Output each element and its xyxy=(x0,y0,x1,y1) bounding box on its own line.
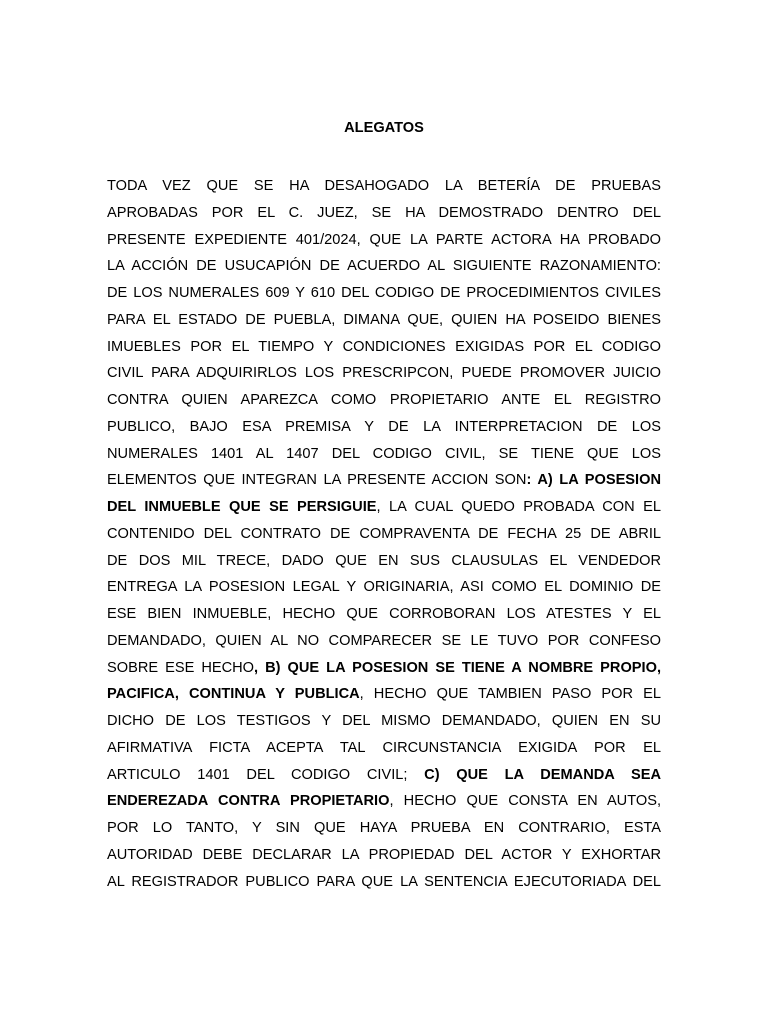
paragraph-line xyxy=(107,869,661,896)
text-segment: DE DOS MIL TRECE, DADO QUE EN SUS CLAUSULAS EL VENDEDOR xyxy=(107,552,661,569)
text-segment: DICHO DE LOS TESTIGOS Y DEL MISMO DEMANDADO, QUIEN EN SU xyxy=(107,713,661,729)
paragraph-line xyxy=(107,307,661,334)
paragraph-line xyxy=(107,628,661,655)
bold-text-segment: , B) QUE LA POSESION SE TIENE A NOMBRE PROPIO, xyxy=(254,659,662,676)
text-segment: DEMANDADO, QUIEN AL NO COMPARECER SE LE TUVO POR CONFESO xyxy=(107,632,661,649)
text-segment: ESE BIEN INMUEBLE, HECHO QUE CORROBORAN LOS ATESTES Y EL xyxy=(107,606,661,622)
text-segment: CONTRA QUIEN APAREZCA COMO PROPIETARIO ANTE EL REGISTRO xyxy=(107,392,661,408)
paragraph-line xyxy=(107,227,661,254)
text-segment: ENTREGA LA POSESION LEGAL Y ORIGINARIA, ASI COMO EL DOMINIO DE xyxy=(107,579,661,596)
paragraph-line xyxy=(107,762,661,789)
text-segment: CIVIL PARA ADQUIRIRLOS LOS PRESCRIPCON, PUEDE PROMOVER JUICIO xyxy=(107,365,661,382)
text-segment: AUTORIDAD DEBE DECLARAR LA PROPIEDAD DEL ACTOR Y EXHORTAR xyxy=(107,846,661,863)
text-segment: , HECHO QUE TAMBIEN PASO POR EL xyxy=(359,686,661,703)
text-segment: LA ACCIÓN DE USUCAPIÓN DE ACUERDO AL SIGUIENTE RAZONAMIENTO: xyxy=(107,258,661,275)
text-segment: ELEMENTOS QUE INTEGRAN LA PRESENTE ACCION SON xyxy=(107,472,527,489)
text-segment: DE LOS NUMERALES 609 Y 610 DEL CODIGO DE PROCEDIMIENTOS CIVILES xyxy=(107,285,661,301)
paragraph-line xyxy=(107,815,661,842)
bold-text-segment: DEL INMUEBLE QUE SE PERSIGUIE xyxy=(107,499,377,515)
text-segment: AFIRMATIVA FICTA ACEPTA TAL CIRCUNSTANCIA EXIGIDA POR EL xyxy=(107,739,661,756)
paragraph-line xyxy=(107,360,661,387)
paragraph-line xyxy=(107,708,661,735)
document-title: ALEGATOS xyxy=(344,120,424,136)
paragraph-line xyxy=(107,334,661,361)
paragraph-line xyxy=(107,387,661,414)
text-segment: SOBRE ESE HECHO xyxy=(107,659,255,676)
bold-text-segment: C) QUE LA DEMANDA SEA xyxy=(424,766,661,783)
paragraph-line xyxy=(107,173,661,200)
document-body xyxy=(107,173,661,895)
paragraph-line xyxy=(107,200,661,227)
paragraph-line xyxy=(107,788,661,815)
text-segment: NUMERALES 1401 AL 1407 DEL CODIGO CIVIL, SE TIENE QUE LOS xyxy=(107,445,661,462)
paragraph-line xyxy=(107,253,661,280)
bold-text-segment: PACIFICA, CONTINUA Y PUBLICA xyxy=(107,686,360,703)
paragraph-line xyxy=(107,842,661,869)
text-segment: IMUEBLES POR EL TIEMPO Y CONDICIONES EXIGIDAS POR EL CODIGO xyxy=(107,338,661,355)
text-segment: POR LO TANTO, Y SIN QUE HAYA PRUEBA EN CONTRARIO, ESTA xyxy=(107,820,661,836)
text-segment: ARTICULO 1401 DEL CODIGO CIVIL; xyxy=(107,766,425,783)
text-segment: TODA VEZ QUE SE HA DESAHOGADO LA BETERÍA DE PRUEBAS xyxy=(107,178,661,194)
paragraph-line xyxy=(107,735,661,762)
paragraph-line xyxy=(107,494,661,521)
text-segment: PUBLICO, BAJO ESA PREMISA Y DE LA INTERPRETACION DE LOS xyxy=(107,418,661,435)
text-segment: PARA EL ESTADO DE PUEBLA, DIMANA QUE, QUIEN HA POSEIDO BIENES xyxy=(107,311,661,328)
paragraph-line xyxy=(107,441,661,468)
paragraph-line xyxy=(107,414,661,441)
paragraph-line xyxy=(107,574,661,601)
paragraph-line xyxy=(107,655,661,682)
paragraph-line xyxy=(107,681,661,708)
paragraph-line xyxy=(107,601,661,628)
text-segment: , HECHO QUE CONSTA EN AUTOS, xyxy=(389,793,662,810)
paragraph-line xyxy=(107,521,661,548)
bold-text-segment: : A) LA POSESION xyxy=(526,472,661,489)
text-segment: AL REGISTRADOR PUBLICO PARA QUE LA SENTENCIA EJECUTORIADA DEL xyxy=(107,873,661,890)
paragraph-line xyxy=(107,280,661,307)
bold-text-segment: ENDEREZADA CONTRA PROPIETARIO xyxy=(107,793,390,810)
text-segment: PRESENTE EXPEDIENTE 401/2024, QUE LA PARTE ACTORA HA PROBADO xyxy=(107,231,661,248)
paragraph-line xyxy=(107,548,661,575)
text-segment: CONTENIDO DEL CONTRATO DE COMPRAVENTA DE FECHA 25 DE ABRIL xyxy=(107,525,661,542)
text-segment: APROBADAS POR EL C. JUEZ, SE HA DEMOSTRADO DENTRO DEL xyxy=(107,204,661,221)
text-segment: , LA CUAL QUEDO PROBADA CON EL xyxy=(376,499,661,515)
paragraph-line xyxy=(107,467,661,494)
